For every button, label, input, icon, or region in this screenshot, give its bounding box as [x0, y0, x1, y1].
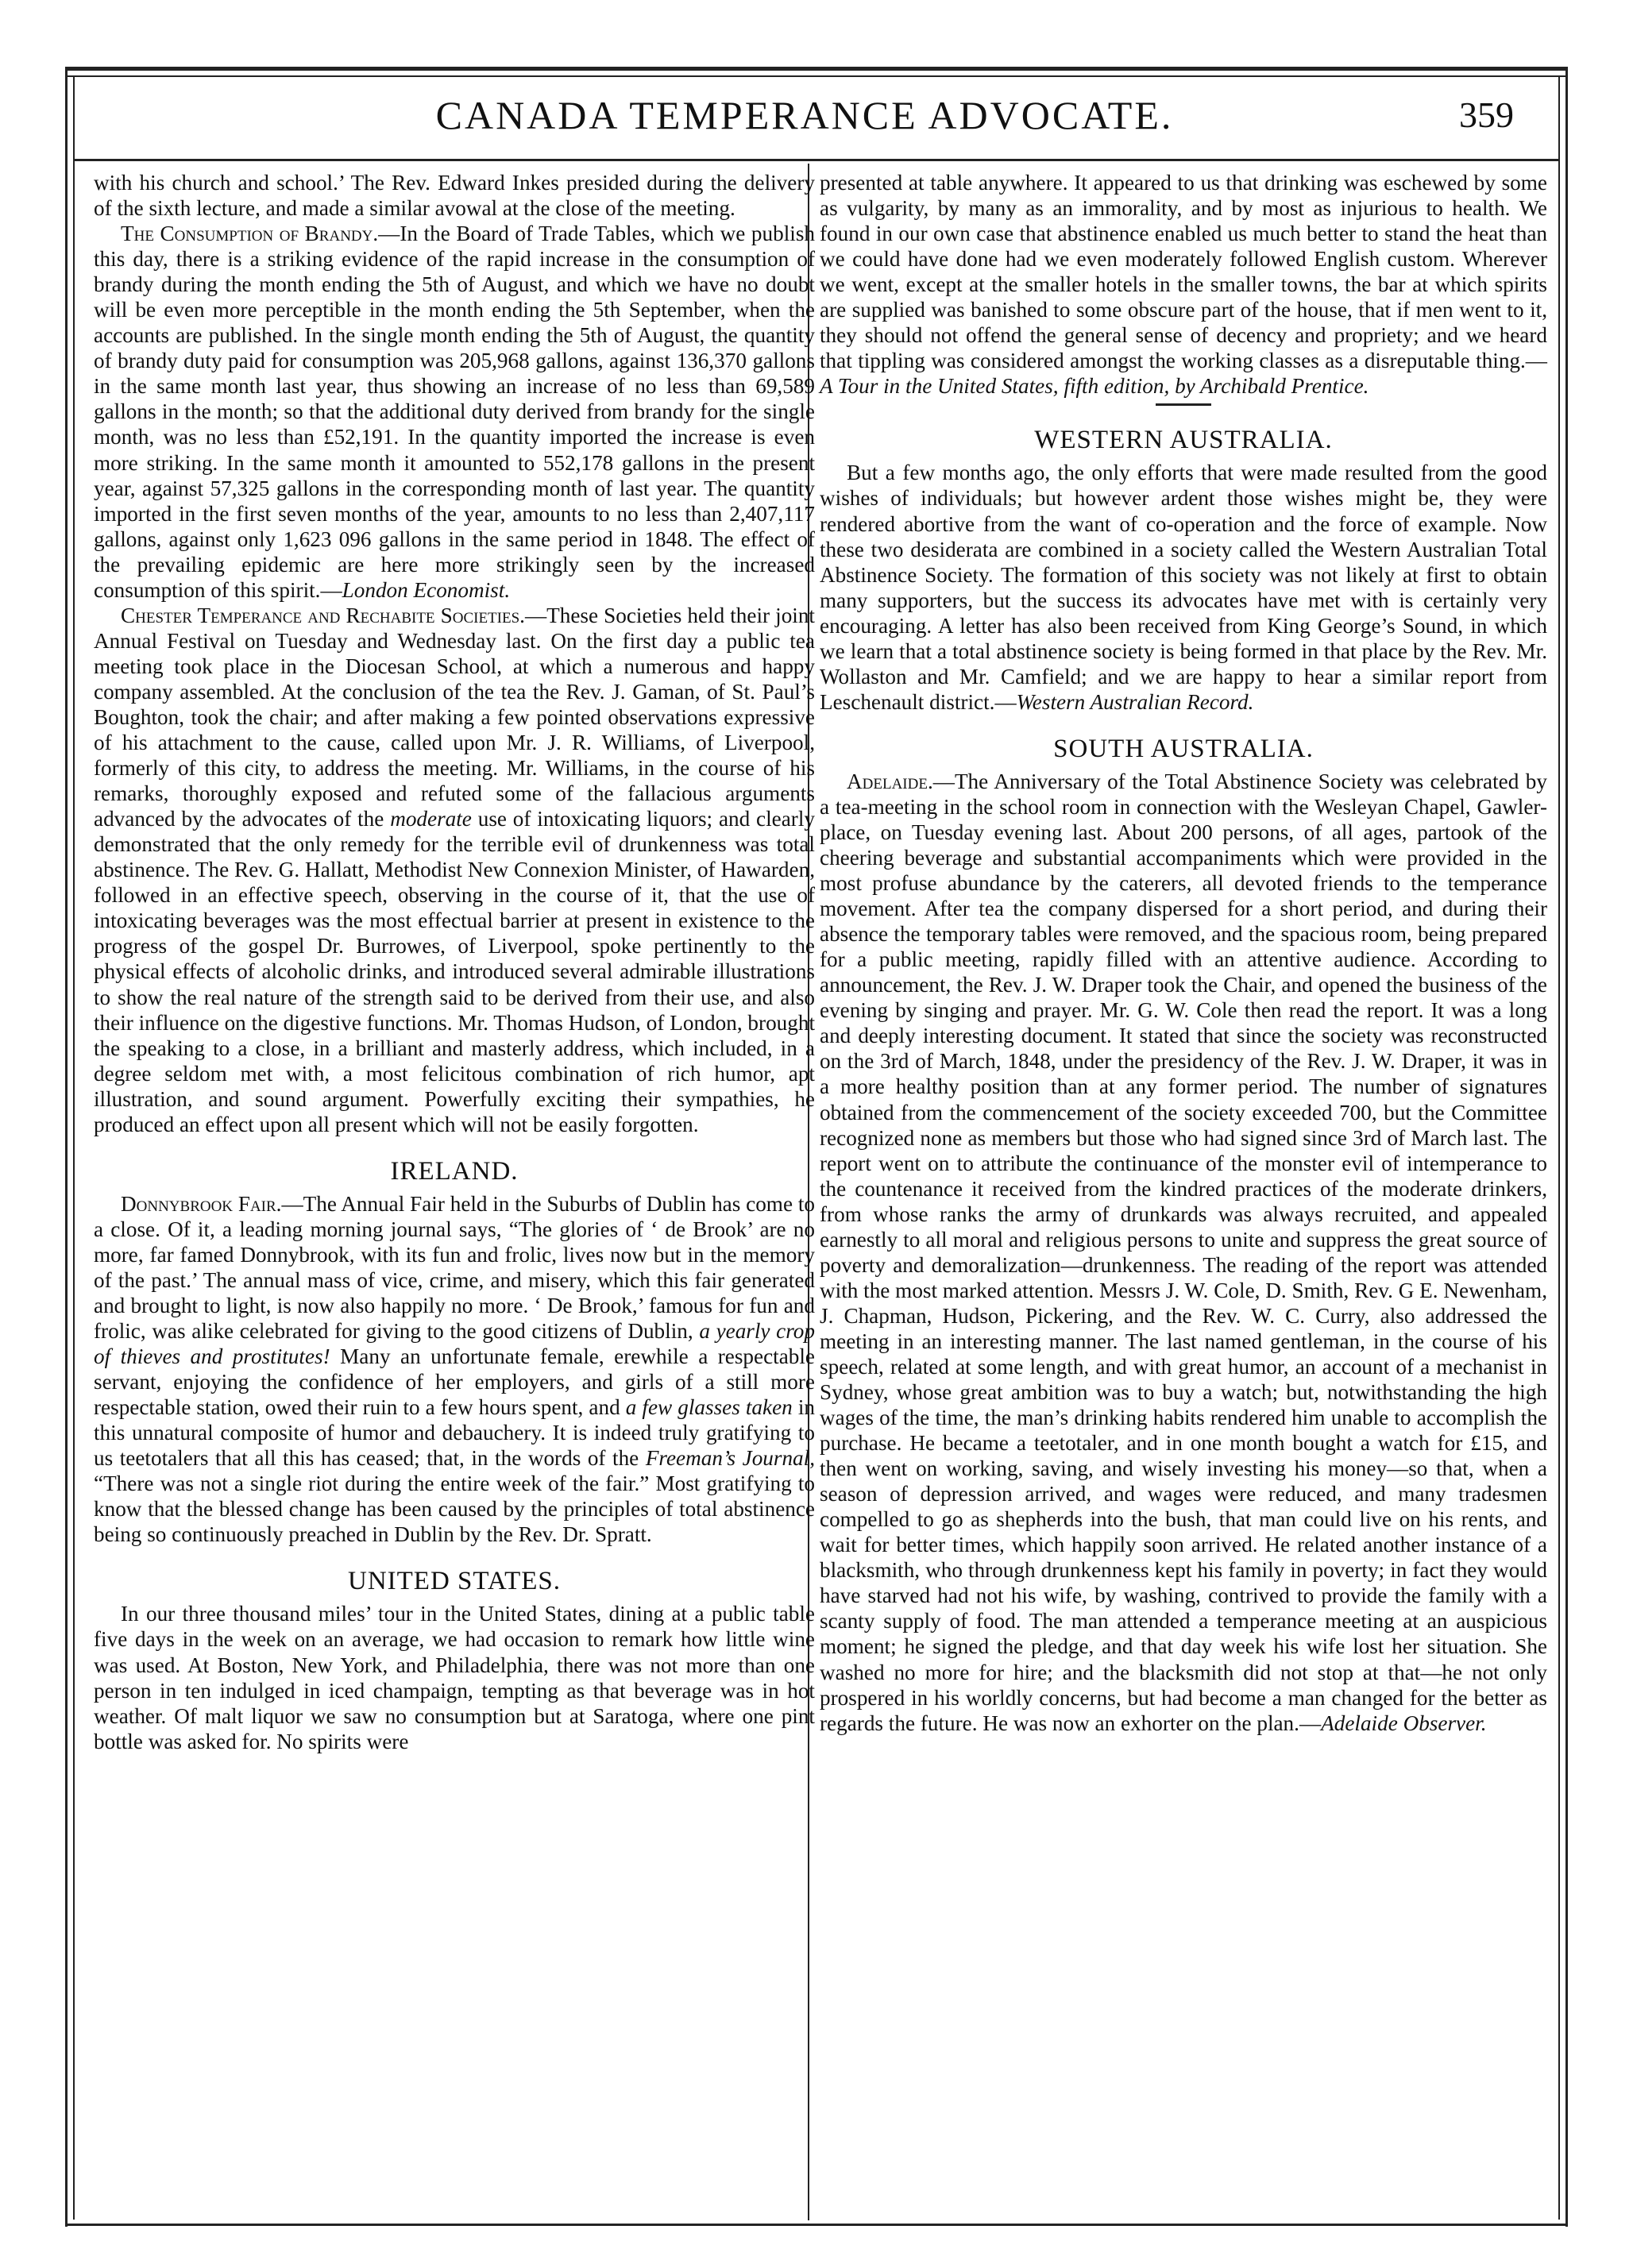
article-paragraph: with his church and school.’ The Rev. Edward Inkes presided during the delivery of the sixth lecture, and made a similar avowal at the close of the meeting.: [94, 171, 815, 221]
article-body: —The Annual Fair held in the Suburbs of Dublin has come to a close. Of it, a leading morning journal says, “The glories of ‘ de Brook’ are no more, far famed Donnybrook, with its fun and frolic, lives now but in the memory of the past.’ The annual mass of vice, crime, and misery, which this fair generated and brought to light, is now also happily no more. ‘ De Brook,’ famous for fun and frolic, was alike celebrated for giving to the good citizens of Dublin,: [94, 1191, 815, 1344]
article-emphasis: a few glasses taken: [625, 1395, 793, 1420]
article-body: Many an unfortunate female, erewhile a respectable servant, enjoying the confidence of her employers, and girls of a still more respectable station, owed their ruin to a few hours spent, and: [94, 1344, 815, 1420]
section-divider: [1156, 403, 1211, 406]
top-rule-thick: [65, 67, 1568, 71]
article-source: London Economist.: [342, 577, 511, 602]
article-body: in this unnatural composite of humor and debauchery. It is indeed truly gratifying to us teetotalers that all this has ceased; that, in the words of the: [94, 1395, 815, 1471]
page-number: 359: [1459, 94, 1514, 135]
article-source: A Tour in the United States, fifth edition, by Archibald Prentice.: [820, 374, 1369, 399]
article-lead: Chester Temperance and Rechabite Societies.: [121, 603, 525, 627]
article-western-australia: [820, 460, 1547, 714]
article-us-continued: [820, 170, 1547, 399]
article-body: —In the Board of Trade Tables, which we publish this day, there is a striking evidence of the rapid increase in the consumption of brandy during the month ending the 5th of August, and which we have no doubt will be even more perceptible in the month ending the 5th September, when the accounts are published. In the single month ending the 5th of August, the quantity of brandy duty paid for consumption was 205,968 gallons, against 136,370 gallons in the same month last year, thus showing an increase of no less than 69,589 gallons in the month; so that the additional duty derived from brandy for the single month, was no less than £52,191. In the quantity imported the increase is even more striking. In the same month it amounted to 552,178 gallons in the present year, against 57,325 gallons in the corresponding month of last year. The quantity imported in the first seven months of the year, amounts to no less than 2,407,117 gallons, against only 1,623 096 gallons in the same period in 1848. The effect of the prevailing epidemic are here more strikingly seen by the increased consumption of this spirit.—: [94, 222, 815, 602]
article-chester: [94, 603, 815, 1137]
masthead: [95, 92, 1514, 156]
section-heading-western-australia: WESTERN AUSTRALIA.: [1034, 426, 1333, 455]
bottom-rule: [65, 2224, 1568, 2226]
article-adelaide: [820, 769, 1547, 1736]
article-body: —These Societies held their joint Annual Festival on Tuesday and Wednesday last. On the first day a public tea meeting took place in the Diocesan School, at which a numerous and happy company assembled. At the conclusion of the tea the Rev. J. Gaman, of St. Paul’s Boughton, took the chair; and after making a few pointed observations expressive of his attachment to the cause, called upon Mr. J. R. Williams, of Liverpool, formerly of this city, to address the meeting. Mr. Williams, in the course of his remarks, thoroughly exposed and refuted some of the fallacious arguments advanced by the advocates of the: [94, 603, 815, 831]
section-heading-south-australia: SOUTH AUSTRALIA.: [1053, 734, 1314, 763]
publication-title: CANADA TEMPERANCE ADVOCATE.: [435, 93, 1174, 137]
left-border-rule-inner: [73, 75, 75, 2220]
article-emphasis: moderate: [390, 807, 472, 831]
article-lead: Adelaide.: [847, 769, 933, 793]
article-brandy: [94, 221, 815, 603]
article-lead: The Consumption of Brandy.: [121, 222, 379, 246]
section-heading-united-states: UNITED STATES.: [347, 1567, 561, 1596]
right-border-rule-inner: [1558, 75, 1560, 2220]
article-emphasis: Freeman’s Journal,: [645, 1446, 816, 1471]
article-body: use of intoxicating liquors; and clearly demonstrated that the only remedy for the terrible evil of drunkenness was total abstinence. The Rev. G. Hallatt, Methodist New Connexion Minister, of Hawarden, followed in an effective speech, observing in the course of it, that the use of intoxicating beverages was the most effectual barrier at present in existence to the progress of the gospel Dr. Burrowes, of Liverpool, spoke pertinently to the physical effects of alcoholic drinks, and introduced several admirable illustrations to show the real nature of the strength said to be derived from their use, and also their influence on the digestive functions. Mr. Thomas Hudson, of London, brought the speaking to a close, in a brilliant and masterly address, which included, in a degree seldom met with, a most felicitous combination of rich humor, apt illustration, and sound argument. Powerfully exciting their sympathies, he produced an effect upon all present which will not be easily forgotten.: [94, 807, 816, 1136]
right-column: [820, 170, 1547, 1736]
top-rule-thin: [65, 75, 1568, 77]
left-column: [94, 170, 815, 1754]
article-body: But a few months ago, the only efforts that were made resulted from the good wishes of individuals; but however ardent those wishes might be, they were rendered abortive from the want of co-operation and the force of example. Now these two desiderata are combined in a society called the Western Australian Total Abstinence Society. The formation of this society was not likely at first to obtain many supporters, but the success its advocates have met with is certainly very encouraging. A letter has also been received from King George’s Sound, in which we learn that a total abstinence society is being formed in that place by the Rev. Mr. Wollaston and Mr. Camfield; and we are happy to hear a similar report from Leschenault district.—: [820, 461, 1547, 714]
article-lead: Donnybrook Fair.: [121, 1191, 282, 1216]
right-border-rule: [1565, 67, 1568, 2227]
article-united-states: In our three thousand miles’ tour in the United States, dining at a public table five days in the week on an average, we had occasion to remark how little wine was used. At Boston, New York, and Philadelphia, there was not more than one person in ten indulged in iced champaign, tempting as that beverage was in hot weather. Of malt liquor we saw no consumption but at Saratoga, where one pint bottle was asked for. No spirits were: [94, 1602, 815, 1753]
article-source: Western Australian Record.: [1016, 689, 1254, 714]
article-body: —The Anniversary of the Total Abstinence Society was celebrated by a tea-meeting in the school room in connection with the Wesleyan Chapel, Gawler-place, on Tuesday evening last. About 200 persons, of all ages, partook of the cheering beverage and substantial accompaniments which were provided in the most profuse abundance by the caterers, all devoted friends to the temperance movement. After tea the company dispersed for a short period, and during their absence the temporary tables were removed, and the spacious room, being prepared for a public meeting, rapidly filled with an attentive audience. According to announcement, the Rev. J. W. Draper took the Chair, and opened the business of the evening by singing and prayer. Mr. G. W. Cole then read the report. It was a long and deeply interesting document. It stated that since the society was reconstructed on the 3rd of March, 1848, under the presidency of the Rev. J. W. Draper, it was in a more healthy position than at any former period. The number of signatures obtained from the commencement of the society exceeded 700, but the Committee recognized none as members but those who had signed since 3rd of March last. The report went on to attribute the continuance of the monster evil of intemperance to the countenance it received from the kindred practices of the moderate drinkers, from whose ranks the army of drunkards was always recruited, and appealed earnestly to all moral and religious persons to unite and suppress the great source of poverty and demoralization—drunkenness. The reading of the report was attended with the most marked attention. Messrs J. W. Cole, D. Smith, Rev. G E. Newenham, J. Chapman, Hudson, Pickering, and the Rev. W. C. Curry, also addressed the meeting in an interesting manner. The last named gentleman, in the course of his speech, related at some length, and with great humor, an account of a mechanist in Sydney, whose great ambition was to buy a watch; but, notwithstanding the high wages of the time, the man’s drinking habits rendered him unable to accomplish the purchase. He became a teetotaler, and in one month bought a watch for £15, and then went on working, saving, and wisely investing his money—so that, when a season of depression arrived, and wages were reduced, and many tradesmen compelled to go as shepherds into the bush, that man could live on his rents, and wait for better times, which happily soon arrived. He related another instance of a blacksmith, who through drunkenness kept his family in poverty; in fact they would have starved had not his wife, by washing, contrived to provide the family with a scanty supply of food. The man attended a temperance meeting at an auspicious moment; he signed the pledge, and that day week his wife lost her situation. She washed no more for hire; and the blacksmith did not stop at that—he not only prospered in his worldly concerns, but had become a man changed for the better as regards the future. He was now an exhorter on the plan.—: [820, 769, 1547, 1735]
section-heading-ireland: IRELAND.: [390, 1156, 519, 1186]
article-body: presented at table anywhere. It appeared to us that drinking was eschewed by some as vulgarity, by many as an immorality, and by most as injurious to health. We found in our own case that abstinence enabled us much better to stand the heat than we could have done had we even moderately followed English custom. Wherever we went, except at the smaller hotels in the smaller towns, the bar at which spirits are supplied was banished to some obscure part of the house, that if men went to it, they should not offend the general sense of decency and propriety; and we heard that tippling was considered amongst the working classes as a disreputable thing.—: [820, 171, 1547, 373]
article-source: Adelaide Observer.: [1321, 1711, 1487, 1735]
article-body: “There was not a single riot during the entire week of the fair.” Most gratifying to know that the blessed change has been caused by the principles of total abstinence being so continuously preached in Dublin by the Rev. Dr. Spratt.: [94, 1472, 815, 1547]
left-border-rule: [65, 67, 68, 2227]
article-emphasis: a yearly crop of thieves and prostitutes!: [94, 1319, 815, 1369]
header-rule: [75, 159, 1558, 161]
article-donnybrook: [94, 1191, 815, 1548]
